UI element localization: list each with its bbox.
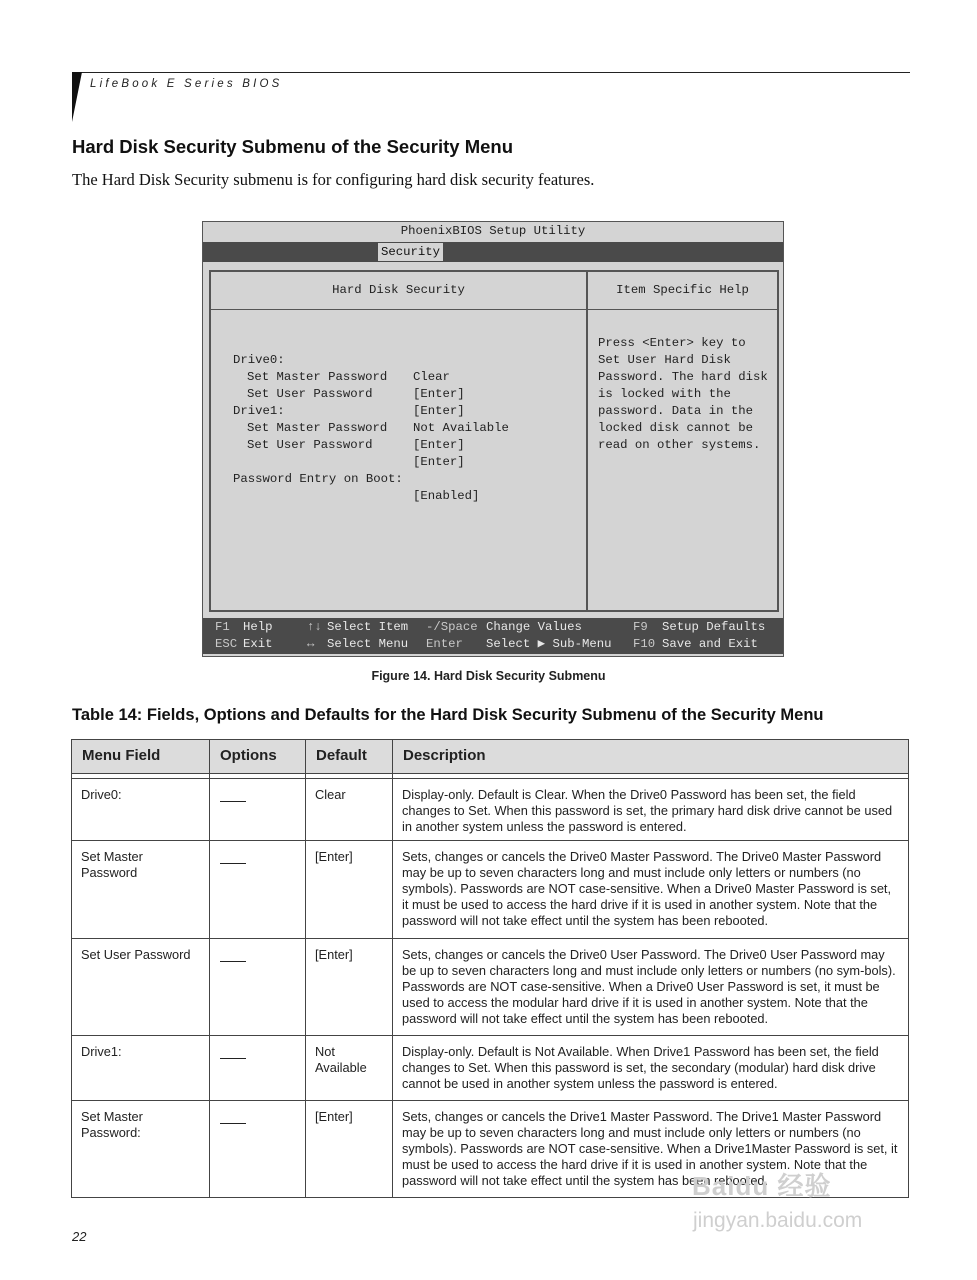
cell-default: [Enter] xyxy=(315,947,353,962)
row-col xyxy=(209,1036,306,1100)
table-header xyxy=(72,739,908,774)
table-row xyxy=(72,840,908,938)
cell-field: Drive0: xyxy=(81,787,122,802)
bios-screen xyxy=(202,221,784,657)
table-row xyxy=(72,1035,908,1100)
gap-col xyxy=(209,774,306,778)
bios-row-label: Set Master Password xyxy=(247,421,388,435)
watermark-url: jingyan.baidu.com xyxy=(693,1209,863,1232)
tab-security[interactable]: Security xyxy=(378,243,443,261)
row-col xyxy=(305,939,393,1035)
header-options: Options xyxy=(220,747,277,764)
bios-row-value[interactable]: [Enter] xyxy=(413,438,465,452)
cell-description: Display-only. Default is Clear. When the Drive0 Password has been set, the field changes to Set. When this password is set, the primary hard disk drive cannot be used in another system unless the password is entered. xyxy=(402,787,893,834)
bios-help-text: Press <Enter> key to Set User Hard Disk Password. The hard disk is locked with the password. Data in the locked disk cannot be read on other systems. xyxy=(598,336,768,452)
row-col xyxy=(209,841,306,938)
figure-caption: Figure 14. Hard Disk Security Submenu xyxy=(371,669,606,683)
bios-right-heading: Item Specific Help xyxy=(588,272,777,310)
options-dash xyxy=(220,961,246,962)
row-col xyxy=(209,939,306,1035)
cell-default: Clear xyxy=(315,787,346,802)
options-dash xyxy=(220,801,246,802)
header-description: Description xyxy=(403,747,486,764)
cell-field: Drive1: xyxy=(81,1044,122,1059)
options-dash xyxy=(220,1058,246,1059)
bios-menubar xyxy=(203,242,783,262)
cell-description: Sets, changes or cancels the Drive0 User Password. The Drive0 User Password may be up to seven characters long and must include only letters or numbers (no sym-bols). Passwords are NOT case-sensitive. When a Drive0 User Password is set, it must be used to access the modular hard drive if it is used in another system. Note that the password will not take effect until the system has been rebooted. xyxy=(402,947,896,1026)
page-number: 22 xyxy=(72,1229,87,1244)
cell-default: [Enter] xyxy=(315,849,353,864)
header-wedge xyxy=(72,72,82,122)
key-f9-label: Setup Defaults xyxy=(662,620,766,634)
gap-col xyxy=(392,774,908,778)
gap-col xyxy=(305,774,393,778)
header-col xyxy=(209,740,306,773)
bios-row-value[interactable]: [Enter] xyxy=(413,404,465,418)
bios-row-value[interactable]: [Enabled] xyxy=(413,489,480,503)
key-leftright-label: Select Menu xyxy=(327,637,409,651)
key-enter-label: Select ▶ Sub-Menu xyxy=(486,637,612,651)
key-space-label: Change Values xyxy=(486,620,582,634)
table-row xyxy=(72,779,908,840)
row-col xyxy=(72,1036,209,1100)
running-title: LifeBook E Series BIOS xyxy=(90,78,283,90)
bios-row-value[interactable]: [Enter] xyxy=(413,387,465,401)
bios-row-label: Set User Password xyxy=(247,387,373,401)
options-dash xyxy=(220,1123,246,1124)
header-menu-field: Menu Field xyxy=(82,747,161,764)
row-col xyxy=(72,939,209,1035)
key-f10-label: Save and Exit xyxy=(662,637,758,651)
options-dash xyxy=(220,863,246,864)
fields-table xyxy=(71,739,909,1198)
arrow-leftright-icon: ↔ xyxy=(307,637,315,651)
row-col xyxy=(305,1036,393,1100)
row-col xyxy=(72,779,209,840)
cell-description: Sets, changes or cancels the Drive1 Master Password. The Drive1 Master Password may be up to seven characters long and must include only letters or numbers (no symbols). Passwords are NOT case-sensitive. When a Drive1Master Password is set, it must be used to access the hard drive if it is used in another system. Note that the password will not take effect until the system has been rebooted. xyxy=(402,1109,898,1188)
key-esc: ESC xyxy=(215,637,238,651)
section-title: Hard Disk Security Submenu of the Security Menu xyxy=(72,136,514,157)
key-updown-label: Select Item xyxy=(327,620,409,634)
row-col xyxy=(305,779,393,840)
row-col xyxy=(305,841,393,938)
row-col xyxy=(392,779,908,840)
cell-default: Not Available xyxy=(315,1044,367,1075)
bios-row-value: Clear xyxy=(413,370,450,384)
row-col xyxy=(72,841,209,938)
key-esc-label: Exit xyxy=(243,637,273,651)
bios-row-label: Set User Password xyxy=(247,438,373,452)
table-title: Table 14: Fields, Options and Defaults for the Hard Disk Security Submenu of the Security Menu xyxy=(72,706,824,724)
cell-field: Set Master Password: xyxy=(81,1109,143,1140)
watermark-logo: Baidu 经验 xyxy=(692,1171,832,1201)
bios-footer xyxy=(203,618,783,654)
bios-row-label: Password Entry on Boot: xyxy=(233,472,403,486)
header-default: Default xyxy=(316,747,367,764)
bios-row-value[interactable]: [Enter] xyxy=(413,455,465,469)
key-enter: Enter xyxy=(426,637,463,651)
cell-default: [Enter] xyxy=(315,1109,353,1124)
section-intro: The Hard Disk Security submenu is for configuring hard disk security features. xyxy=(72,170,595,189)
key-f1: F1 xyxy=(215,620,230,634)
header-col xyxy=(305,740,393,773)
header-col xyxy=(72,740,209,773)
cell-field: Set Master Password xyxy=(81,849,143,880)
header-rule xyxy=(72,72,910,73)
row-col xyxy=(72,1101,209,1197)
bios-frame xyxy=(209,270,779,612)
bios-row-label: Drive1: xyxy=(233,404,285,418)
bios-title: PhoenixBIOS Setup Utility xyxy=(400,224,586,238)
cell-field: Set User Password xyxy=(81,947,191,962)
row-col xyxy=(392,841,908,938)
row-col xyxy=(209,779,306,840)
bios-row-label: Set Master Password xyxy=(247,370,388,384)
key-space: -/Space xyxy=(426,620,478,634)
row-col xyxy=(392,1036,908,1100)
key-f9: F9 xyxy=(633,620,648,634)
bios-left-heading: Hard Disk Security xyxy=(211,272,588,310)
cell-description: Sets, changes or cancels the Drive0 Master Password. The Drive0 Master Password may be up to seven characters long and must include only letters or numbers (no symbols). Passwords are NOT case-sensitive. When a Drive0 Master Password is set, it must be used to access the hard drive if it is used in another system. Note that the password will not take effect until the system has been rebooted. xyxy=(402,849,892,928)
header-col xyxy=(392,740,908,773)
key-f10: F10 xyxy=(633,637,656,651)
arrow-updown-icon: ↑↓ xyxy=(307,620,322,634)
table-row xyxy=(72,938,908,1035)
row-col xyxy=(392,939,908,1035)
bios-row-value: Not Available xyxy=(413,421,509,435)
bios-divider xyxy=(586,309,588,610)
key-f1-label: Help xyxy=(243,620,273,634)
row-col xyxy=(305,1101,393,1197)
cell-description: Display-only. Default is Not Available. When Drive1 Password has been set, the field changes to Set. When this password is set, the secondary (modular) hard disk drive cannot be used in another system unless the password is entered. xyxy=(402,1044,879,1091)
bios-row-label: Drive0: xyxy=(233,353,285,367)
row-col xyxy=(209,1101,306,1197)
